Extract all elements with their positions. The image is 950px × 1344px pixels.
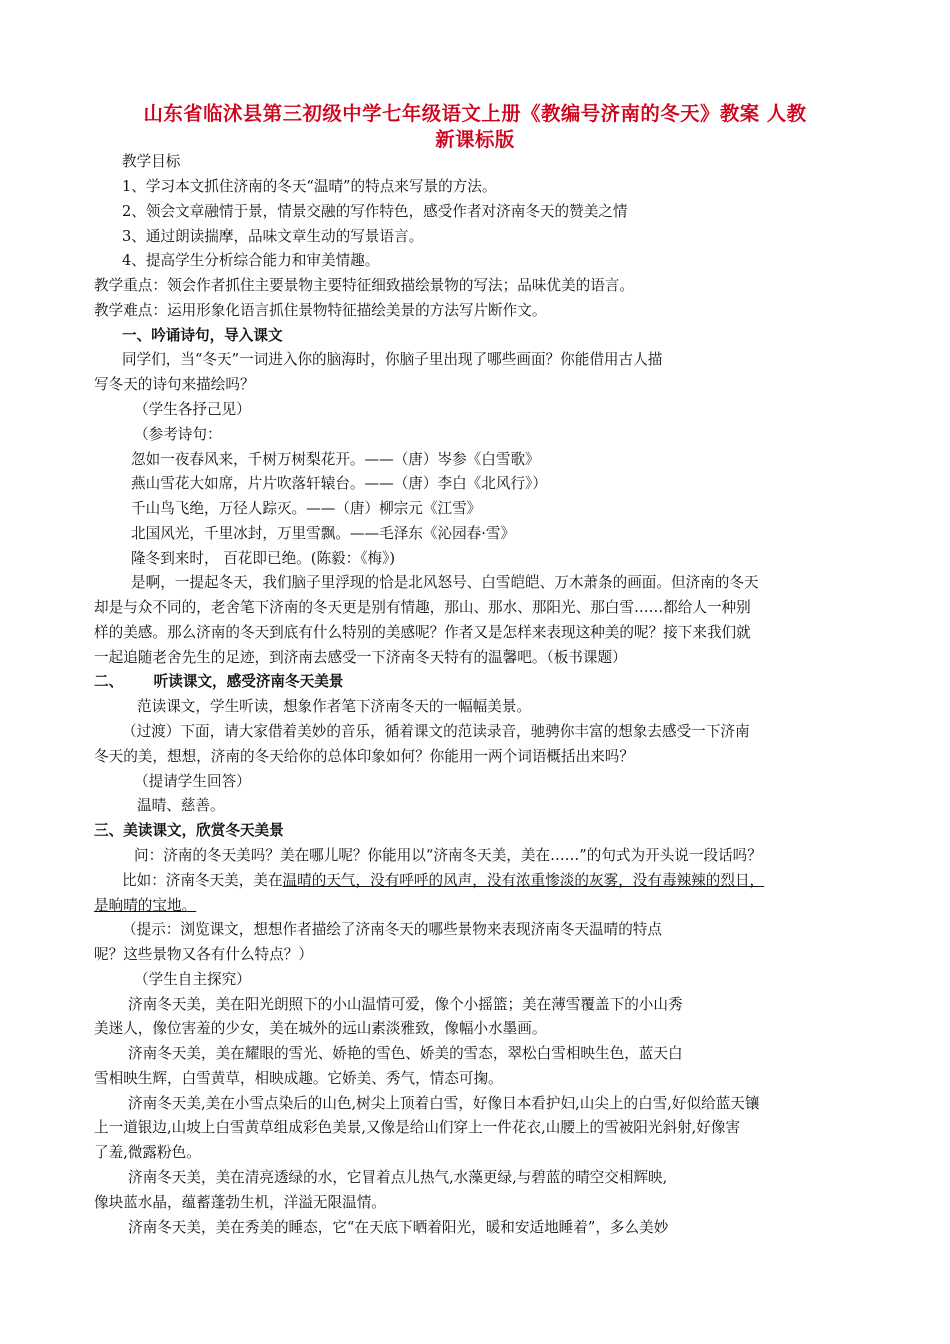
text-line: 范读课文，学生听读，想象作者笔下济南冬天的一幅幅美景。	[137, 698, 532, 715]
text-line: 是啊，一提起冬天，我们脑子里浮现的恰是北风怒号、白雪皑皑、万木萧条的画面。但济南的冬天	[131, 574, 759, 591]
text-line: 美迷人，像位害羞的少女，美在城外的远山素淡雅致，像幅小水墨画。	[94, 1020, 547, 1037]
section-heading: 一、吟诵诗句，导入课文	[122, 327, 283, 344]
section-heading: 教学目标	[122, 153, 181, 170]
poem-line: 千山鸟飞绝，万径人踪灭。——（唐）柳宗元《江雪》	[131, 500, 482, 517]
text-line: 像块蓝水晶，蕴蓄蓬勃生机，洋溢无限温情。	[94, 1194, 386, 1211]
text-line: 问：济南的冬天美吗？美在哪儿呢？你能用以“济南冬天美，美在……”的句式为开头说一段话吗？	[134, 847, 762, 864]
text-line: 样的美感。那么济南的冬天到底有什么特别的美感呢？作者又是怎样来表现这种美的呢？接下来我们就	[94, 624, 751, 641]
text-line: 温晴、慈善。	[137, 797, 225, 814]
example-underlined: 温晴的天气，没有呼呼的风声，没有浓重惨淡的灰雾，没有毒辣辣的烈日，	[282, 872, 765, 889]
text-line: 2、领会文章融情于景，情景交融的写作特色，感受作者对济南冬天的赞美之情	[122, 203, 628, 220]
example-line	[122, 871, 764, 891]
text-line: 雪相映生辉，白雪黄草，相映成趣。它娇美、秀气，情态可掬。	[94, 1070, 503, 1087]
text-line: 教学重点：领会作者抓住主要景物主要特征细致描绘景物的写法；品味优美的语言。	[94, 277, 634, 294]
text-line: 济南冬天美,美在小雪点染后的山色,树尖上顶着白雪，好像日本看护妇,山尖上的白雪,好似给蓝天镶	[128, 1095, 760, 1112]
text-line: （学生各抒己见）	[134, 401, 251, 418]
text-line: （过渡）下面，请大家借着美妙的音乐，循着课文的范读录音，驰骋你丰富的想象去感受一下济南	[122, 723, 750, 740]
poem-line: 北国风光，千里冰封，万里雪飘。——毛泽东《沁园春·雪》	[131, 525, 516, 542]
example-underlined-continuation: 是晌晴的宝地。	[94, 897, 197, 914]
section-heading: 三、美读课文，欣赏冬天美景	[94, 822, 284, 839]
title-line-1: 山东省临沭县第三初级中学七年级语文上册《教编号济南的冬天》教案 人教	[143, 102, 807, 125]
text-line: 了羞,微露粉色。	[94, 1144, 201, 1161]
text-line: （提请学生回答）	[134, 773, 251, 790]
text-line: 4、提高学生分析综合能力和审美情趣。	[122, 252, 380, 269]
title-line-2: 新课标版	[435, 128, 515, 151]
text-line: 3、通过朗读揣摩，品味文章生动的写景语言。	[122, 228, 424, 245]
text-line: 写冬天的诗句来描绘吗？	[94, 376, 255, 393]
text-line: 济南冬天美，美在耀眼的雪光、娇艳的雪色、娇美的雪态，翠松白雪相映生色，蓝天白	[128, 1045, 683, 1062]
section-heading: 二、 听读课文，感受济南冬天美景	[94, 673, 344, 690]
text-line: 冬天的美，想想，济南的冬天给你的总体印象如何？你能用一两个词语概括出来吗？	[94, 748, 634, 765]
text-line: （提示：浏览课文，想想作者描绘了济南冬天的哪些景物来表现济南冬天温晴的特点	[122, 921, 662, 938]
poem-line: 忽如一夜春风来，千树万树梨花开。——（唐）岑参《白雪歌》	[131, 451, 540, 468]
text-line: 济南冬天美，美在秀美的睡态，它“在天底下晒着阳光，暖和安适地睡着”，多么美妙	[128, 1219, 669, 1236]
poem-line: 燕山雪花大如席，片片吹落轩辕台。——（唐）李白《北风行》）	[131, 475, 547, 492]
example-prefix: 比如：济南冬天美，美在	[122, 872, 283, 889]
poem-line: 隆冬到来时， 百花即已绝。(陈毅：《梅》)	[131, 550, 396, 567]
text-line: 教学难点：运用形象化语言抓住景物特征描绘美景的方法写片断作文。	[94, 302, 547, 319]
text-line: 呢？这些景物又各有什么特点？）	[94, 946, 313, 963]
text-line: （学生自主探究）	[134, 971, 251, 988]
text-line: 上一道银边,山坡上白雪黄草组成彩色美景,又像是给山们穿上一件花衣,山腰上的雪被阳光斜射,好像害	[94, 1119, 741, 1136]
text-line: 济南冬天美，美在清亮透绿的水，它冒着点儿热气,水藻更绿,与碧蓝的晴空交相辉映,	[128, 1169, 668, 1186]
text-line: 济南冬天美，美在阳光朗照下的小山温情可爱，像个小摇篮；美在薄雪覆盖下的小山秀	[128, 996, 683, 1013]
text-line: 却是与众不同的，老舍笔下济南的冬天更是别有情趣，那山、那水、那阳光、那白雪……都给人一种别	[94, 599, 751, 616]
text-line: 同学们，当“冬天”一词进入你的脑海时，你脑子里出现了哪些画面？你能借用古人描	[122, 351, 663, 368]
text-line: 一起追随老舍先生的足迹，到济南去感受一下济南冬天特有的温馨吧。（板书课题）	[94, 649, 627, 666]
text-line: 1、学习本文抓住济南的冬天“温晴”的特点来写景的方法。	[122, 178, 497, 195]
text-line: （参考诗句：	[134, 426, 222, 443]
